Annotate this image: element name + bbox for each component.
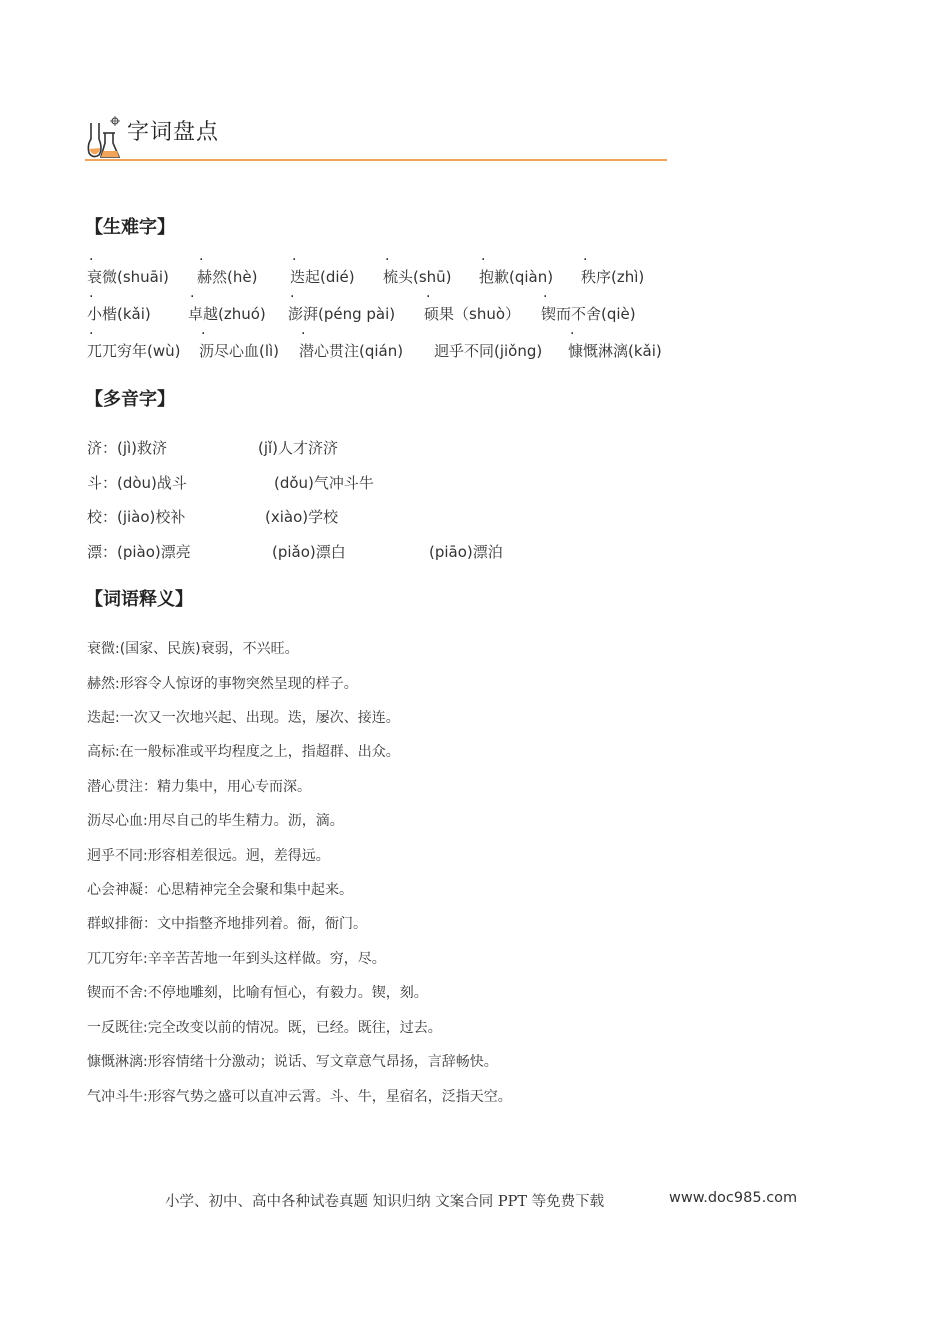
definition-item: 锲而不舍:不停地雕刻，比喻有恒心，有毅力。锲，刻。 <box>87 985 428 1001</box>
definition-item: 兀兀穷年:辛辛苦苦地一年到头这样做。穷，尽。 <box>87 951 386 967</box>
reading-item: (piǎo)漂白 <box>272 543 346 561</box>
definition-item: 迭起:一次又一次地兴起、出现。迭，屡次、接连。 <box>87 710 400 726</box>
footer-text: 小学、初中、高中各种试卷真题 知识归纳 文案合同 PPT 等免费下载 <box>165 1194 605 1210</box>
page-title: 字词盘点 <box>127 120 220 145</box>
word-item: · 澎湃(péng pài) <box>288 303 395 324</box>
word-item: · 抱歉(qiàn) <box>479 266 553 287</box>
word-item: · 锲而不舍(qiè) <box>541 303 636 324</box>
reading-item: (piāo)漂泊 <box>429 543 503 561</box>
word-item: · 卓越(zhuó) <box>188 303 266 324</box>
word-item: · 赫然(hè) <box>197 266 257 287</box>
word-item: · 兀兀穷年(wù) <box>87 340 180 361</box>
definition-item: 赫然:形容令人惊讶的事物突然呈现的样子。 <box>87 676 358 692</box>
word-item: · 衰微(shuāi) <box>87 266 169 287</box>
word-item: · 沥尽心血(lì) <box>199 340 279 361</box>
definition-item: 心会神凝：心思精神完全会聚和集中起来。 <box>87 882 353 898</box>
reading-item: 校：(jiào)校补 <box>87 508 186 526</box>
reading-item: 斗：(dòu)战斗 <box>87 474 187 492</box>
word-item: · 迭起(dié) <box>290 266 355 287</box>
word-item: · 潜心贯注(qián) <box>299 340 403 361</box>
header-divider <box>85 159 667 161</box>
definition-item: 气冲斗牛:形容气势之盛可以直冲云霄。斗、牛，星宿名，泛指天空。 <box>87 1089 512 1105</box>
definition-item: 一反既往:完全改变以前的情况。既，已经。既往，过去。 <box>87 1020 442 1036</box>
flask-icon <box>85 115 121 159</box>
section-title-shengnan: 【生难字】 <box>85 217 175 238</box>
section-title-duoyin: 【多音字】 <box>85 389 175 410</box>
definition-item: 高标:在一般标准或平均程度之上，指超群、出众。 <box>87 744 400 760</box>
page-footer <box>165 1190 798 1211</box>
word-item: · 梳头(shū) <box>383 266 452 287</box>
definition-item: 群蚁排衙：文中指整齐地排列着。衙，衙门。 <box>87 916 367 932</box>
footer-url[interactable]: www.doc985.com <box>669 1190 798 1206</box>
section-title-ciyu: 【词语释义】 <box>85 589 193 610</box>
word-item: 迥乎不同(jiǒng) <box>434 342 543 360</box>
definition-item: 慷慨淋漓:形容情绪十分激动；说话、写文章意气昂扬，言辞畅快。 <box>87 1054 498 1070</box>
definition-item: 沥尽心血:用尽自己的毕生精力。沥，滴。 <box>87 813 344 829</box>
word-item: · 硕果（shuò） <box>424 303 520 324</box>
word-item: · 慷慨淋漓(kǎi) <box>568 340 662 361</box>
reading-item: (jǐ)人才济济 <box>258 439 339 457</box>
reading-item: 漂：(piào)漂亮 <box>87 543 191 561</box>
section-header <box>85 110 667 162</box>
definition-item: 迥乎不同:形容相差很远。迥，差得远。 <box>87 848 330 864</box>
reading-item: (dǒu)气冲斗牛 <box>274 474 374 492</box>
definition-item: 衰微:(国家、民族)衰弱，不兴旺。 <box>87 641 299 657</box>
word-item: · 小楷(kǎi) <box>87 303 151 324</box>
reading-item: 济：(jì)救济 <box>87 439 168 457</box>
reading-item: (xiào)学校 <box>265 508 339 526</box>
definition-item: 潜心贯注：精力集中，用心专而深。 <box>87 779 311 795</box>
word-item: · 秩序(zhì) <box>581 266 644 287</box>
